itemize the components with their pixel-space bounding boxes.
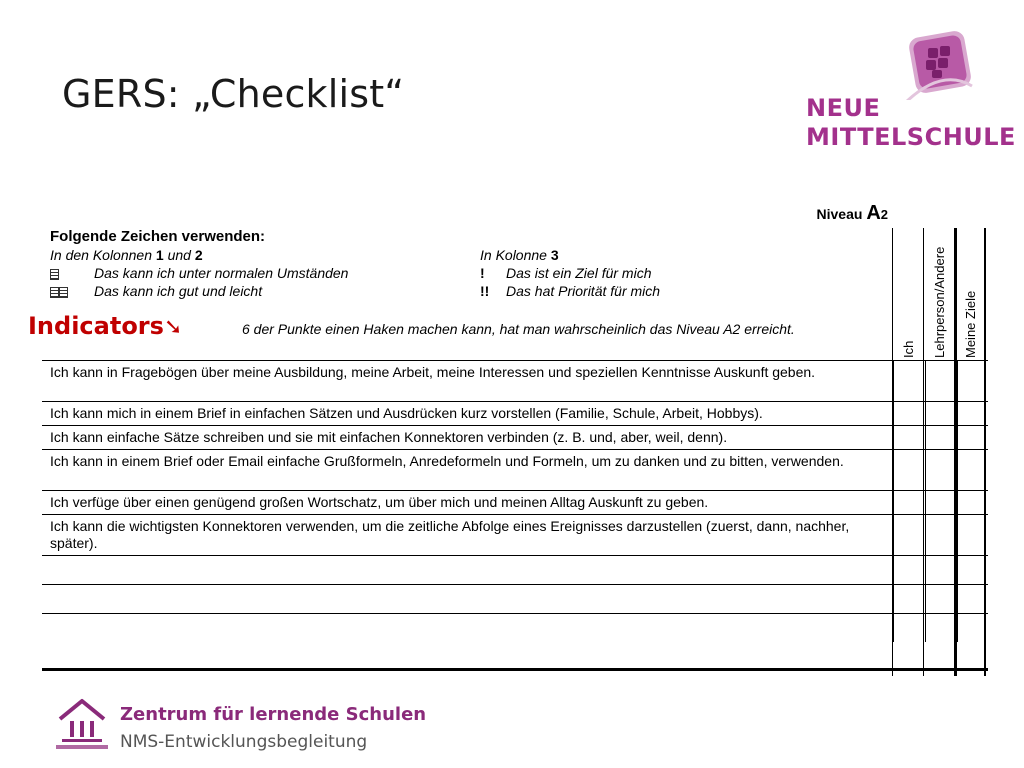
row-text xyxy=(42,614,893,643)
check-cell-ich[interactable] xyxy=(893,426,925,450)
row-text: Ich kann einfache Sätze schreiben und sie mit einfachen Konnektoren verbinden (z. B. und, aber, weil, denn). xyxy=(42,426,893,450)
table-row xyxy=(42,361,988,402)
footer-title: Zentrum für lernende Schulen xyxy=(120,704,427,725)
check-cell-ziele[interactable] xyxy=(957,556,988,585)
temple-icon xyxy=(56,697,108,751)
double-exclamation-icon: !! xyxy=(480,283,490,299)
niveau-word: Niveau xyxy=(816,206,863,222)
row-text xyxy=(42,585,893,614)
row-text: Ich kann die wichtigsten Konnektoren verwenden, um die zeitliche Abfolge eines Ereignisses darzustellen (zuerst, dann, nachher, später). xyxy=(42,515,893,556)
legend-col12-num1: 1 xyxy=(155,247,164,263)
single-box-icon xyxy=(50,269,59,280)
check-cell-lehrperson[interactable] xyxy=(925,556,957,585)
legend-col3 xyxy=(480,246,660,300)
neue-mittelschule-logo xyxy=(806,28,1016,158)
double-box-icon-a xyxy=(50,287,59,298)
legend xyxy=(50,228,348,300)
table-row xyxy=(42,402,988,426)
check-cell-lehrperson[interactable] xyxy=(925,361,957,402)
legend-col12-and: und xyxy=(167,247,191,263)
column-header-meine-ziele: Meine Ziele xyxy=(963,290,978,358)
column-header-ich: Ich xyxy=(901,340,916,358)
legend-sym1 xyxy=(50,264,348,282)
checklist-table xyxy=(42,360,988,642)
check-cell-ziele[interactable] xyxy=(957,585,988,614)
check-cell-ziele[interactable] xyxy=(957,450,988,491)
footer-subtitle: NMS-Entwicklungsbegleitung xyxy=(120,732,368,752)
check-cell-ziele[interactable] xyxy=(957,361,988,402)
check-cell-ziele[interactable] xyxy=(957,426,988,450)
check-cell-ich[interactable] xyxy=(893,402,925,426)
check-cell-ziele[interactable] xyxy=(957,515,988,556)
row-text: Ich kann mich in einem Brief in einfachen Sätzen und Ausdrücken kurz vorstellen (Familie, Schule, Arbeit, Hobbys). xyxy=(42,402,893,426)
table-row xyxy=(42,491,988,515)
check-cell-lehrperson[interactable] xyxy=(925,426,957,450)
check-cell-ich[interactable] xyxy=(893,450,925,491)
check-cell-ich[interactable] xyxy=(893,491,925,515)
check-cell-ziele[interactable] xyxy=(957,491,988,515)
check-cell-lehrperson[interactable] xyxy=(925,515,957,556)
table-row xyxy=(42,450,988,491)
row-text: Ich verfüge über einen genügend großen Wortschatz, um über mich und meinen Alltag Auskunft zu geben. xyxy=(42,491,893,515)
check-cell-ich[interactable] xyxy=(893,614,925,643)
check-cell-ich[interactable] xyxy=(893,515,925,556)
row-text xyxy=(42,556,893,585)
check-cell-lehrperson[interactable] xyxy=(925,450,957,491)
column-header-lehrperson: Lehrperson/Andere xyxy=(932,246,947,358)
check-cell-ziele[interactable] xyxy=(957,402,988,426)
puzzle-icon xyxy=(902,28,974,100)
check-cell-ziele[interactable] xyxy=(957,614,988,643)
check-cell-ich[interactable] xyxy=(893,556,925,585)
logo-line-1: NEUE xyxy=(806,94,881,122)
legend-sym4-text: Das hat Priorität für mich xyxy=(506,283,661,299)
legend-col12-num2: 2 xyxy=(194,247,203,263)
row-text: Ich kann in Fragebögen über meine Ausbildung, meine Arbeit, meine Interessen und speziellen Kenntnisse Auskunft geben. xyxy=(42,361,893,402)
check-cell-lehrperson[interactable] xyxy=(925,402,957,426)
niveau-label xyxy=(817,202,889,225)
niveau-sub: 2 xyxy=(880,207,888,222)
arrow-down-right-icon: ➘ xyxy=(163,315,183,340)
legend-sym2-text: Das kann ich gut und leicht xyxy=(94,283,263,299)
legend-sym3-text: Das ist ein Ziel für mich xyxy=(506,265,652,281)
checklist-sheet xyxy=(28,196,988,676)
table-row xyxy=(42,515,988,556)
exclamation-icon: ! xyxy=(480,265,485,281)
legend-col12-text: In den Kolonnen xyxy=(50,247,152,263)
legend-sym2 xyxy=(50,282,348,300)
double-box-icon-b xyxy=(59,287,68,298)
legend-col3-num: 3 xyxy=(550,247,559,263)
table-row xyxy=(42,585,988,614)
legend-heading: Folgende Zeichen verwenden: xyxy=(50,228,266,245)
niveau-level: A xyxy=(866,202,881,224)
indicators-text: Indicators xyxy=(28,312,164,340)
slide-title: GERS: „Checklist“ xyxy=(62,72,405,116)
check-cell-lehrperson[interactable] xyxy=(925,491,957,515)
table-row xyxy=(42,556,988,585)
logo-text xyxy=(806,94,1016,152)
check-cell-lehrperson[interactable] xyxy=(925,585,957,614)
table-bottom-border xyxy=(42,668,988,671)
check-cell-ich[interactable] xyxy=(893,361,925,402)
indicators-label xyxy=(28,312,188,340)
table-row xyxy=(42,614,988,643)
check-cell-lehrperson[interactable] xyxy=(925,614,957,643)
row-text: Ich kann in einem Brief oder Email einfache Grußformeln, Anredeformeln und Formeln, um zu danken und zu bitten, verwenden. xyxy=(42,450,893,491)
logo-line-2: MITTELSCHULE xyxy=(806,123,1016,151)
table-row xyxy=(42,426,988,450)
check-cell-ich[interactable] xyxy=(893,585,925,614)
legend-col3-label: In Kolonne xyxy=(480,247,547,263)
intro-line: 6 der Punkte einen Haken machen kann, hat man wahrscheinlich das Niveau A2 erreicht. xyxy=(242,321,795,337)
legend-col12-label xyxy=(50,246,348,264)
legend-sym1-text: Das kann ich unter normalen Umständen xyxy=(94,265,349,281)
